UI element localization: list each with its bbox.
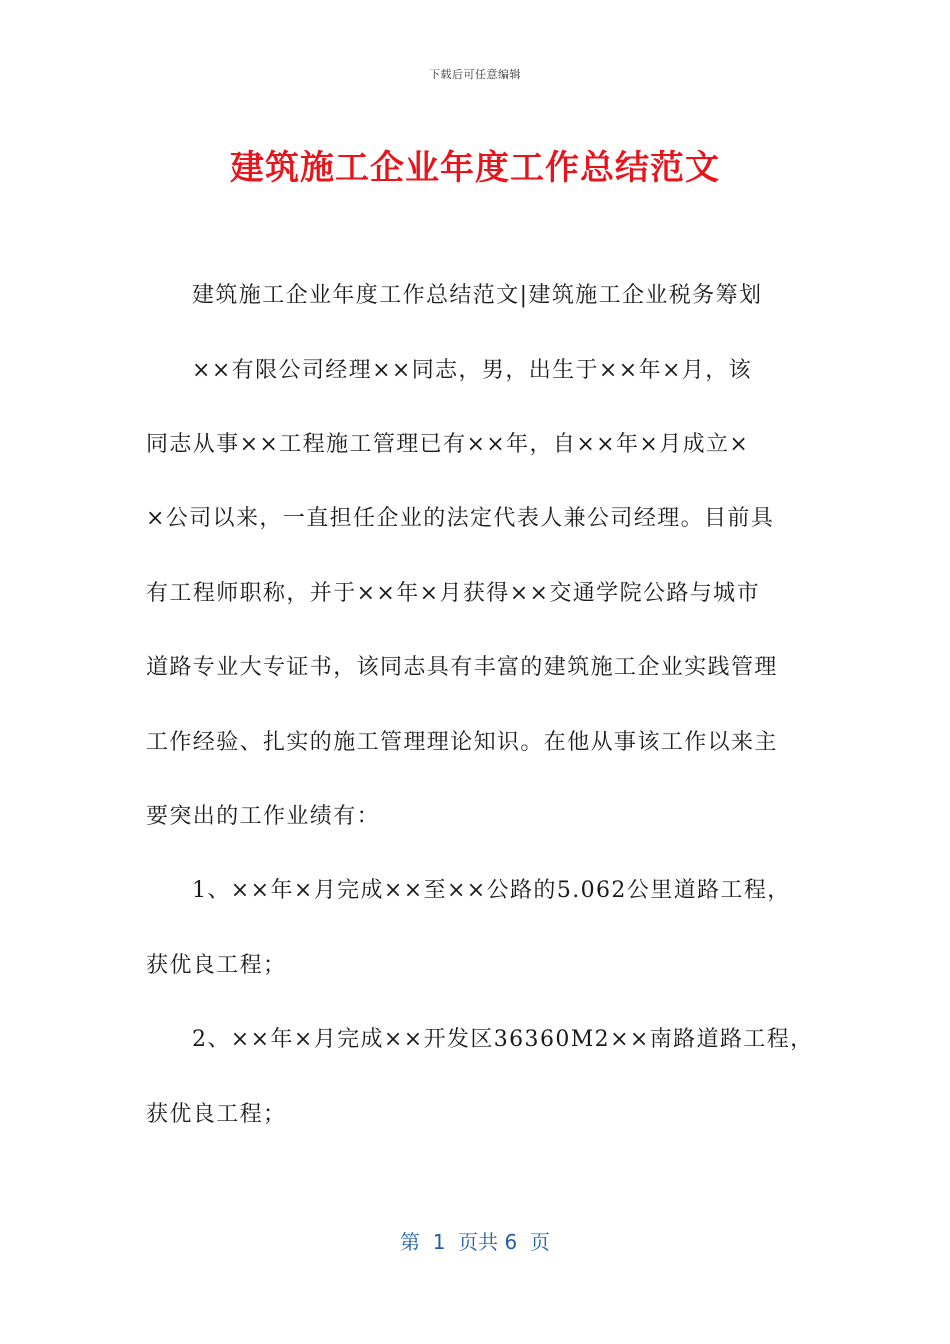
paragraph-line: 同志从事××工程施工管理已有××年，自××年×月成立×	[146, 432, 750, 457]
header-note: 下载后可任意编辑	[429, 68, 521, 81]
paragraph-line: 获优良工程；	[146, 953, 287, 978]
paragraph-line: 建筑施工企业年度工作总结范文|建筑施工企业税务筹划	[192, 283, 763, 308]
paragraph-line: ××有限公司经理××同志，男，出生于××年×月，该	[192, 358, 753, 383]
page-number-footer: 第 1 页共 6 页	[400, 1230, 550, 1254]
paragraph-line: 要突出的工作业绩有：	[146, 804, 381, 829]
paragraph-line: ×公司以来，一直担任企业的法定代表人兼公司经理。目前具	[146, 506, 775, 531]
paragraph-line: 获优良工程；	[146, 1102, 287, 1127]
paragraph-line: 2、××年×月完成××开发区36360M2××南路道路工程，	[192, 1027, 814, 1052]
paragraph-line: 1、××年×月完成××至××公路的5.062公里道路工程，	[192, 878, 791, 903]
paragraph-line: 有工程师职称，并于××年×月获得××交通学院公路与城市	[146, 581, 760, 606]
paragraph-line: 道路专业大专证书，该同志具有丰富的建筑施工企业实践管理	[146, 655, 778, 680]
paragraph-line: 工作经验、扎实的施工管理理论知识。在他从事该工作以来主	[146, 730, 778, 755]
document-title: 建筑施工企业年度工作总结范文	[230, 148, 720, 188]
